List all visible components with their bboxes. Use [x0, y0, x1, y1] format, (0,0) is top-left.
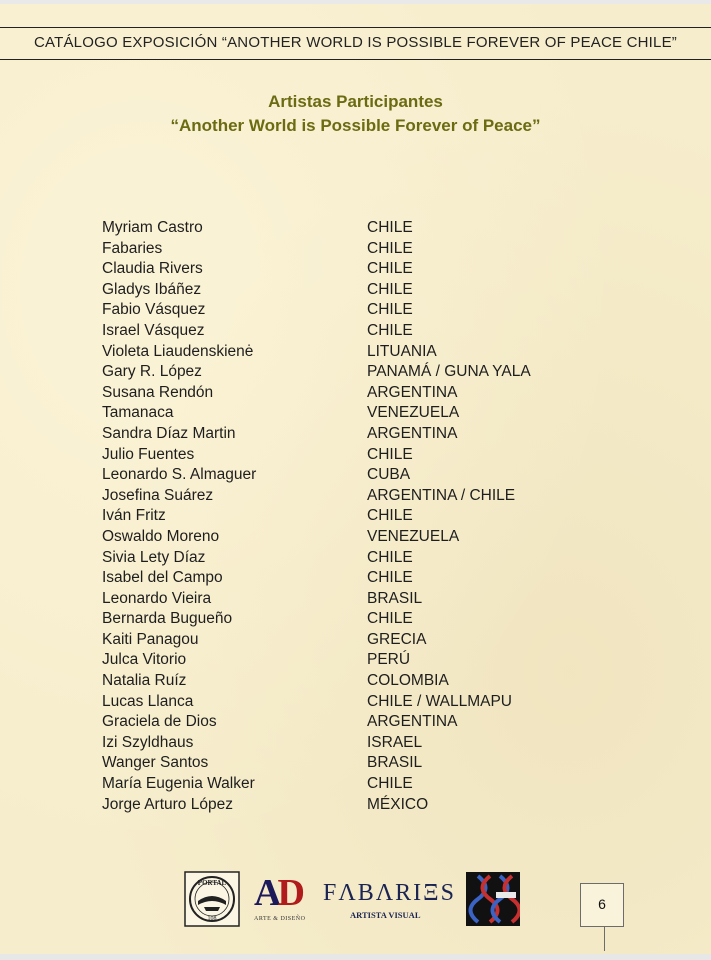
svg-text:PORTAL: PORTAL — [197, 879, 227, 887]
artist-country: CHILE — [367, 775, 413, 793]
artist-country: ARGENTINA — [367, 424, 458, 442]
artist-name: Tamanaca — [102, 404, 174, 422]
artist-country: CHILE — [367, 280, 413, 298]
artist-row — [102, 446, 622, 467]
artist-row — [102, 466, 622, 487]
page-number-tick — [604, 927, 605, 951]
section-subtitle: “Another World is Possible Forever of Peace” — [170, 116, 541, 135]
artist-row — [102, 322, 622, 343]
artist-country: COLOMBIA — [367, 672, 449, 690]
artist-row — [102, 754, 622, 775]
artist-row — [102, 775, 622, 796]
artist-country: ARGENTINA — [367, 713, 458, 731]
artist-country: GRECIA — [367, 630, 427, 648]
header-rule-top — [0, 27, 711, 28]
artist-country: CHILE — [367, 321, 413, 339]
artist-name: Sivia Lety Díaz — [102, 548, 206, 566]
artist-country: CUBA — [367, 466, 411, 484]
artist-name: Fabio Vásquez — [102, 301, 206, 319]
artist-row — [102, 651, 622, 672]
artist-name: Gary R. López — [102, 363, 202, 381]
artist-name: Julio Fuentes — [102, 445, 195, 463]
artist-name: Sandra Díaz Martin — [102, 424, 236, 442]
dna-helix-logo — [466, 872, 520, 926]
ad-logo-letter: A — [254, 872, 278, 914]
artist-row — [102, 796, 622, 817]
artist-country: CHILE — [367, 507, 413, 525]
artist-row — [102, 425, 622, 446]
artist-country: BRASIL — [367, 589, 423, 607]
artist-country: CHILE — [367, 445, 413, 463]
artist-row — [102, 672, 622, 693]
artist-country: CHILE — [367, 260, 413, 278]
artist-row — [102, 281, 622, 302]
artist-row — [102, 301, 622, 322]
artist-row — [102, 549, 622, 570]
top-margin-strip — [0, 0, 711, 4]
ad-logo-letter: D — [277, 872, 301, 914]
catalog-header-title: CATÁLOGO EXPOSICIÓN “ANOTHER WORLD IS POSSIBLE FOREVER OF PEACE CHILE” — [33, 34, 677, 51]
artist-country: CHILE — [367, 301, 413, 319]
section-title: Artistas Participantes — [268, 92, 443, 111]
artist-name: Iván Fritz — [102, 507, 166, 525]
artist-name: Claudia Rivers — [102, 260, 203, 278]
artist-name: Myriam Castro — [102, 219, 203, 236]
svg-text:108: 108 — [207, 916, 217, 922]
artist-row — [102, 363, 622, 384]
artist-name: Susana Rendón — [102, 383, 214, 401]
artist-name: Oswaldo Moreno — [102, 527, 220, 545]
artist-country: CHILE — [367, 569, 413, 587]
bottom-margin-strip — [0, 954, 711, 960]
artist-row — [102, 260, 622, 281]
artist-name: Graciela de Dios — [102, 713, 217, 731]
artist-country: PERÚ — [367, 651, 411, 669]
artist-name: Kaiti Panagou — [102, 630, 199, 648]
artist-country: CHILE / WALLMAPU — [367, 692, 512, 710]
artist-name: Julca Vitorio — [102, 651, 187, 669]
portal-logo — [184, 871, 240, 927]
artist-name: Wanger Santos — [102, 754, 209, 772]
artist-row — [102, 404, 622, 425]
artist-row — [102, 528, 622, 549]
artist-name: Josefina Suárez — [102, 486, 214, 504]
artist-row — [102, 343, 622, 364]
header-rule-bottom — [0, 59, 711, 60]
artist-country: VENEZUELA — [367, 404, 460, 422]
artist-row — [102, 487, 622, 508]
artist-country: CHILE — [367, 548, 413, 566]
artist-row — [102, 631, 622, 652]
fabaries-logo-subtitle: ARTISTA VISUAL — [350, 910, 421, 920]
ad-arte-diseno-logo — [254, 874, 312, 926]
artist-country: VENEZUELA — [367, 527, 460, 545]
artist-country: ARGENTINA — [367, 383, 458, 401]
artist-row — [102, 693, 622, 714]
artist-row — [102, 219, 622, 240]
artist-country: CHILE — [367, 239, 413, 257]
artist-row — [102, 507, 622, 528]
artist-country: MÉXICO — [367, 795, 429, 813]
artist-name: Bernarda Bugueño — [102, 610, 233, 628]
artist-name: Natalia Ruíz — [102, 672, 187, 690]
artist-country: LITUANIA — [367, 342, 437, 360]
artist-country: PANAMÁ / GUNA YALA — [367, 363, 531, 381]
artist-name: Leonardo S. Almaguer — [102, 466, 257, 484]
artist-name: Izi Szyldhaus — [102, 733, 194, 751]
artist-country: CHILE — [367, 219, 413, 236]
artist-name: Israel Vásquez — [102, 321, 205, 339]
artist-name: Fabaries — [102, 239, 163, 257]
page-number: 6 — [598, 896, 606, 912]
artist-name: Leonardo Vieira — [102, 589, 212, 607]
artist-row — [102, 590, 622, 611]
fabaries-logo — [323, 880, 456, 928]
artist-name: Lucas Llanca — [102, 692, 194, 710]
artist-name: Violeta Liaudenskienė — [102, 342, 254, 360]
artist-name: María Eugenia Walker — [102, 775, 255, 793]
artist-name: Gladys Ibáñez — [102, 280, 202, 298]
artist-country: BRASIL — [367, 754, 423, 772]
artist-name: Isabel del Campo — [102, 569, 223, 587]
artist-row — [102, 569, 622, 590]
artist-row — [102, 734, 622, 755]
artist-row — [102, 713, 622, 734]
ad-logo-subtitle: ARTE & DISEÑO — [254, 916, 306, 922]
fabaries-logo-mark: FΛBΛRIΞS — [323, 880, 456, 906]
artist-country: ISRAEL — [367, 733, 423, 751]
page-number-box — [580, 883, 624, 927]
artist-name: Jorge Arturo López — [102, 795, 233, 813]
artist-country: CHILE — [367, 610, 413, 628]
artist-list — [102, 219, 622, 816]
ad-logo-mark — [254, 874, 301, 912]
artist-row — [102, 384, 622, 405]
artist-row — [102, 240, 622, 261]
artist-row — [102, 610, 622, 631]
artist-country: ARGENTINA / CHILE — [367, 486, 516, 504]
